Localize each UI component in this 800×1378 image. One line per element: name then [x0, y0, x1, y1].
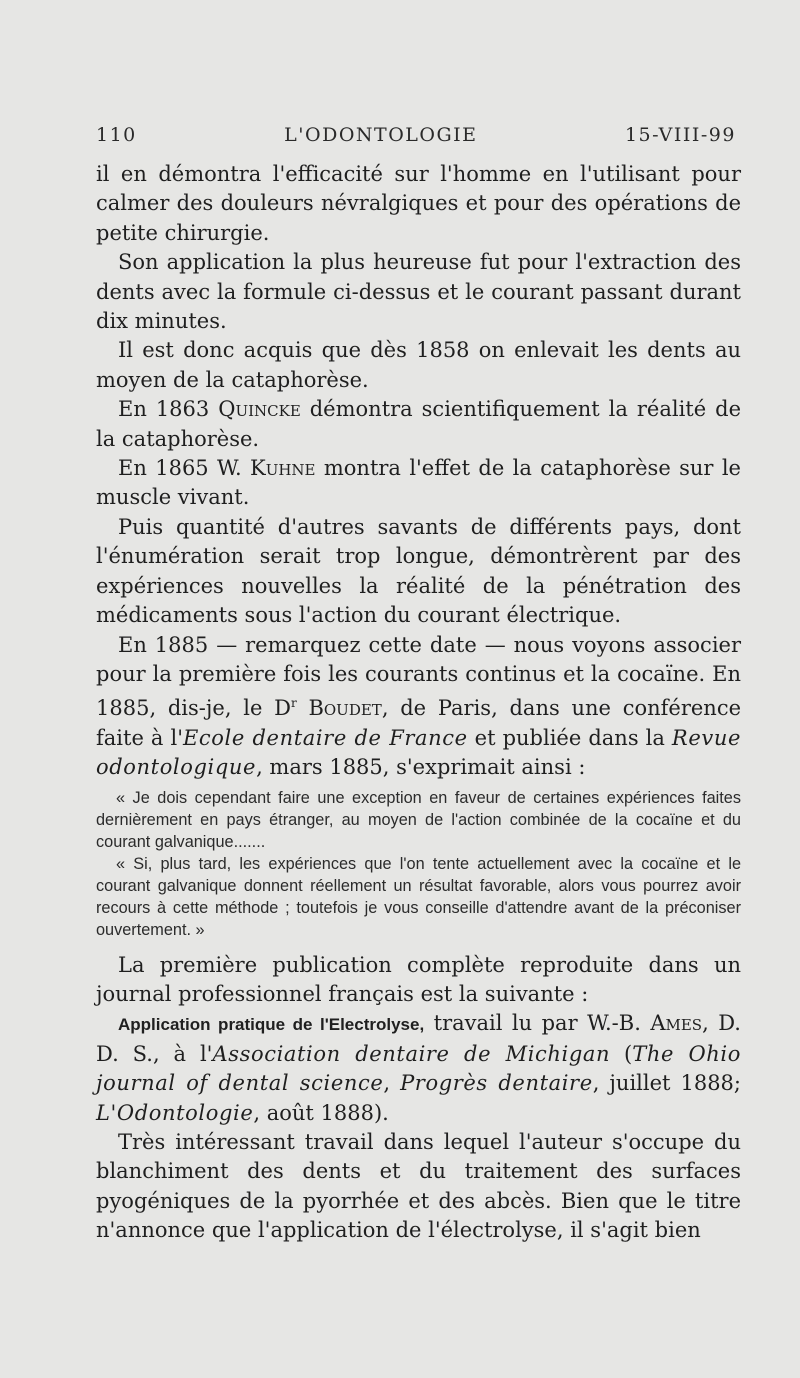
paragraph-8: La première publication complète reproduite dans un journal professionnel français est la suivante : — [96, 952, 741, 1006]
name-quincke: Quincke — [218, 397, 301, 422]
body-text — [96, 160, 741, 1246]
name-ames: Ames — [650, 1011, 703, 1036]
progres-dentaire-title: Progrès dentaire — [400, 1071, 593, 1096]
p9-text-c: ( — [610, 1041, 633, 1066]
p9-text-d: , — [383, 1071, 401, 1096]
p9-text-a: travail lu par W.-B. — [424, 1011, 651, 1036]
paragraph-2: Son application la plus heureuse fut pour l'extraction des dents avec la formule ci-dessus et le courant passant durant dix minutes. — [96, 250, 741, 334]
p7-text-b: , de Paris, dans une conférence faite à l' — [96, 696, 742, 750]
running-header — [96, 124, 736, 146]
paragraph-1: il en démontra l'efficacité sur l'homme en l'utilisant pour calmer des douleurs névralgiques et pour des opérations de petite chirurgie. — [96, 162, 741, 245]
p4-text-a: En 1863 — [118, 397, 219, 422]
ecole-dentaire-title: Ecole dentaire de France — [182, 725, 468, 750]
issue-date: 15-VIII-99 — [624, 124, 736, 146]
association-title: Association dentaire de Michigan — [212, 1041, 611, 1066]
p9-text-f: , août 1888). — [253, 1100, 389, 1125]
p4-text-b: démontra scientifiquement la réalité de la cataphorèse. — [96, 397, 741, 451]
paragraph-10: Très intéressant travail dans lequel l'auteur s'occupe du blanchiment des dents et du traitement des surfaces pyogéniques de la pyorrhée et des abcès. Bien que le titre n'annonce que l'application de l'électrolyse, il s'agit bien — [96, 1129, 741, 1243]
paragraph-5 — [96, 454, 741, 513]
quote-paragraph-2: « Si, plus tard, les expériences que l'on tente actuellement avec la cocaïne et le courant galvanique donnent réellement un résultat favorable, alors vous pourrez avoir recours à cette méthode ; toutefois je vous conseille d'attendre avant de la préconiser ouvertement. » — [96, 854, 741, 939]
name-kuhne: Kuhne — [250, 456, 316, 481]
quotation-block — [96, 787, 741, 941]
p9-text-b: , D. D. S., à l' — [96, 1011, 741, 1066]
odontologie-title: L'Odontologie — [96, 1100, 254, 1125]
quote-paragraph-1: « Je dois cependant faire une exception en faveur de certaines expériences faites dernièrement en pays étranger, au moyen de l'action combinée de la cocaïne et du courant galvanique....... — [96, 788, 741, 851]
name-boudet: Boudet — [296, 696, 382, 721]
ohio-journal-title: The Ohio journal of dental science — [96, 1041, 741, 1096]
p5-text-b: montra l'effet de la cataphorèse sur le muscle vivant. — [96, 456, 741, 510]
p9-text-e: , juillet 1888; — [592, 1071, 741, 1096]
p7-text-d: , mars 1885, s'exprimait ainsi : — [256, 755, 586, 780]
p5-text-a: En 1865 W. — [118, 456, 250, 481]
paragraph-9 — [96, 1009, 741, 1128]
paragraph-7 — [96, 631, 741, 783]
revue-title: Revue odontologique — [96, 725, 741, 780]
paragraph-4 — [96, 395, 741, 454]
paragraph-6: Puis quantité d'autres savants de différents pays, dont l'énumération serait trop longue, démontrèrent par des expériences nouvelles la réalité de la pénétration des médicaments sous l'action du courant électrique. — [96, 514, 741, 628]
page-number: 110 — [96, 124, 137, 146]
paragraph-3: Il est donc acquis que dès 1858 on enlevait les dents au moyen de la cataphorèse. — [96, 338, 741, 392]
article-title: Application pratique de l'Electrolyse, — [118, 1015, 425, 1035]
p7-text-a: En 1885 — remarquez cette date — nous voyons associer pour la première fois les courants continus et la cocaïne. En 1885, dis-je, le D — [96, 632, 741, 721]
p7-text-c: et publiée dans la — [467, 725, 672, 750]
p7-sup: r — [290, 696, 297, 711]
journal-title: L'ODONTOLOGIE — [284, 124, 478, 146]
